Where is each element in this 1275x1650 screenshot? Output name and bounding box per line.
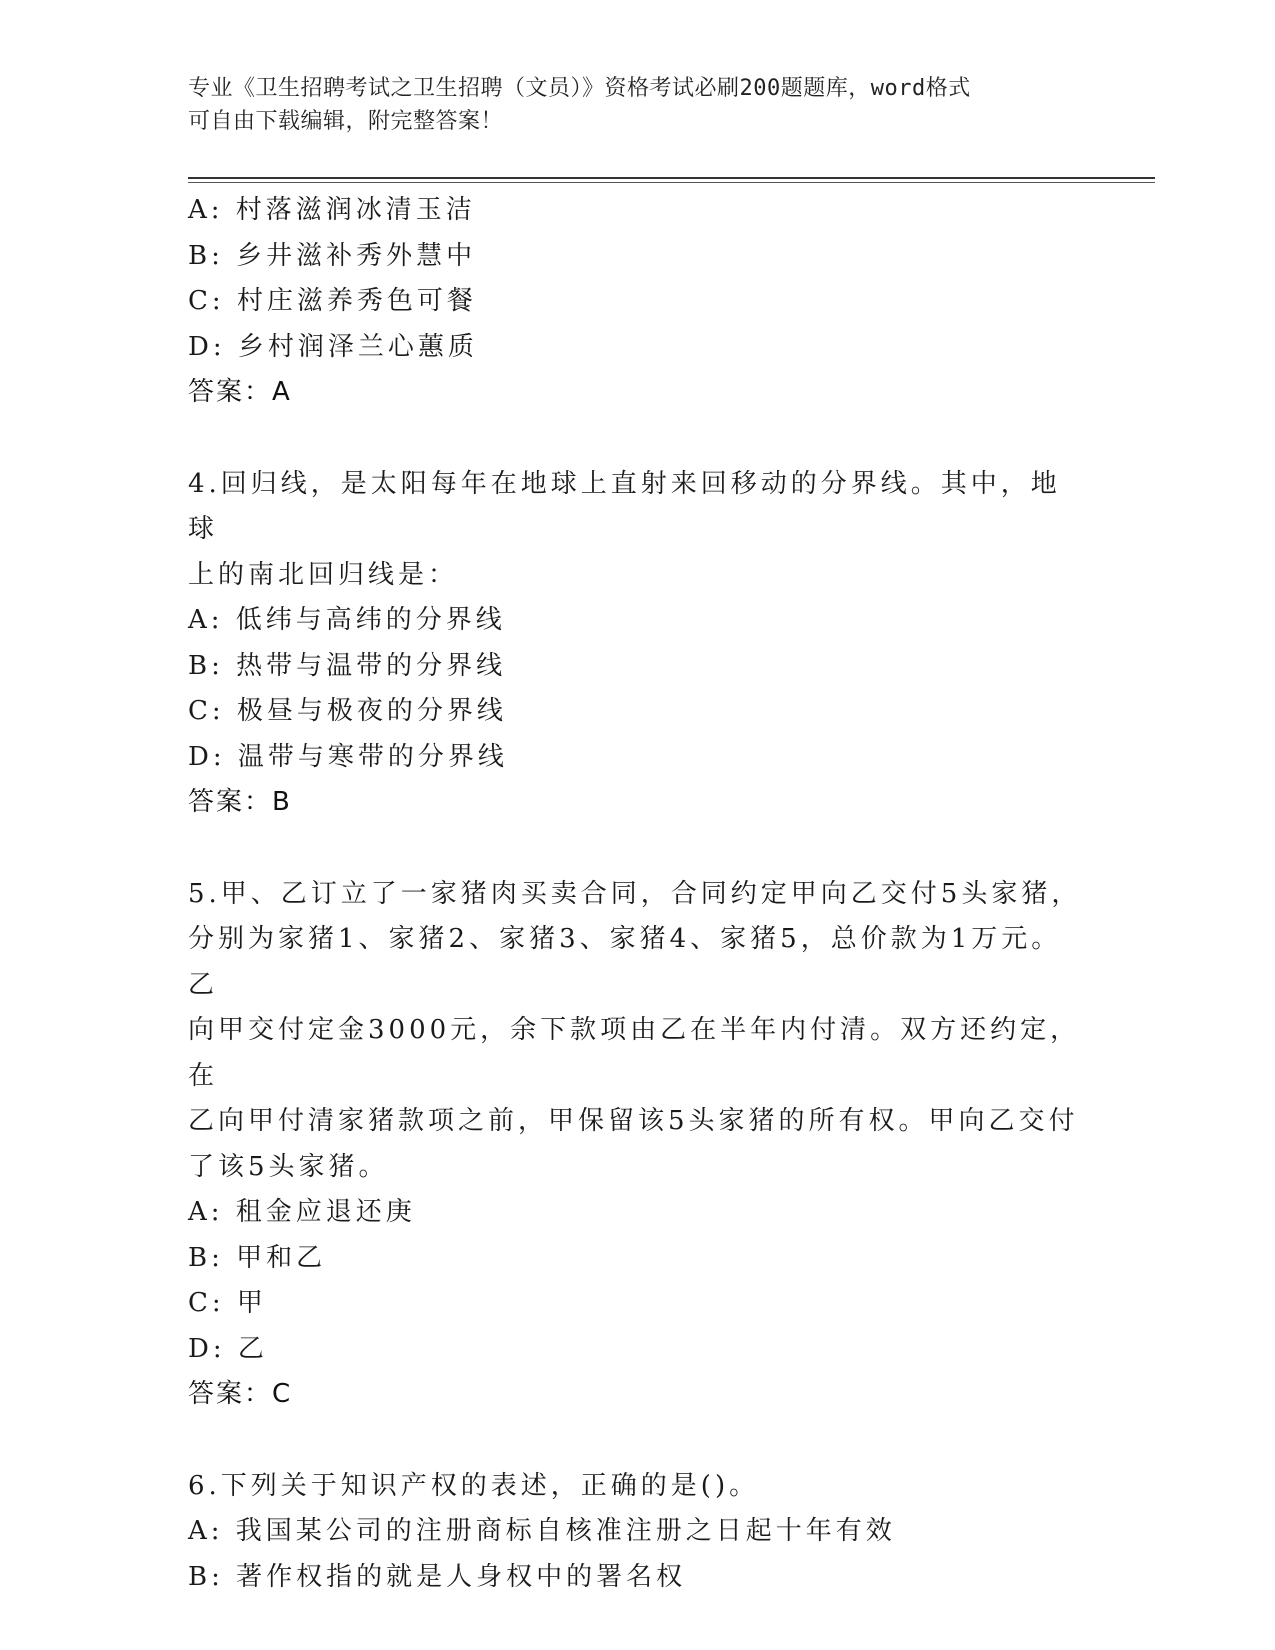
- spacer: [188, 1418, 1088, 1464]
- header-divider-thick: [188, 177, 1155, 179]
- option-b: B: 乡井滋补秀外慧中: [188, 240, 477, 271]
- option-d: D: 乙: [188, 1333, 268, 1364]
- option-d: D: 温带与寒带的分界线: [188, 741, 508, 772]
- answer-line: 答案：B: [188, 787, 292, 817]
- header-title-line-1: 专业《卫生招聘考试之卫生招聘（文员）》资格考试必刷200题题库，word格式: [188, 76, 971, 101]
- option-a: A: 我国某公司的注册商标自核准注册之日起十年有效: [188, 1516, 896, 1546]
- question-3-block: [188, 188, 1088, 416]
- answer-line: 答案：A: [188, 377, 292, 407]
- question-text: 上的南北回归线是：: [188, 559, 459, 590]
- option-a: A: 低纬与高纬的分界线: [188, 605, 506, 635]
- option-b: B: 热带与温带的分界线: [188, 650, 507, 681]
- spacer: [188, 826, 1088, 872]
- question-text: 6.下列关于知识产权的表述，正确的是()。: [188, 1470, 760, 1501]
- question-5-block: [188, 872, 1088, 1418]
- question-text: 5.甲、乙订立了一家猪肉买卖合同，合同约定甲向乙交付5头家猪，: [188, 878, 1082, 909]
- option-b: B: 著作权指的就是人身权中的署名权: [188, 1561, 687, 1592]
- question-4-block: [188, 462, 1088, 826]
- header-divider-thin: [188, 182, 1155, 183]
- option-c: C: 村庄滋养秀色可餐: [188, 286, 477, 316]
- question-text: 向甲交付定金3000元，余下款项由乙在半年内付清。双方还约定，在: [188, 1015, 1081, 1091]
- option-a: A: 村落滋润冰清玉洁: [188, 195, 476, 225]
- option-a: A: 租金应退还庚: [188, 1197, 416, 1227]
- option-b: B: 甲和乙: [188, 1242, 327, 1273]
- question-text: 4.回归线，是太阳每年在地球上直射来回移动的分界线。其中，地球: [188, 468, 1061, 544]
- option-c: C: 极昼与极夜的分界线: [188, 696, 507, 726]
- question-text: 了该5头家猪。: [188, 1151, 389, 1182]
- question-text: 乙向甲付清家猪款项之前，甲保留该5头家猪的所有权。甲向乙交付: [188, 1106, 1079, 1136]
- header-title-line-2: 可自由下载编辑，附完整答案！: [188, 109, 504, 134]
- document-header: [188, 72, 1088, 138]
- question-list: [188, 188, 1088, 1600]
- option-c: C: 甲: [188, 1288, 267, 1318]
- spacer: [188, 416, 1088, 462]
- question-text: 分别为家猪1、家猪2、家猪3、家猪4、家猪5，总价款为1万元。乙: [188, 924, 1062, 1000]
- option-d: D: 乡村润泽兰心蕙质: [188, 331, 478, 362]
- answer-line: 答案：C: [188, 1379, 293, 1409]
- question-6-block: [188, 1464, 1088, 1601]
